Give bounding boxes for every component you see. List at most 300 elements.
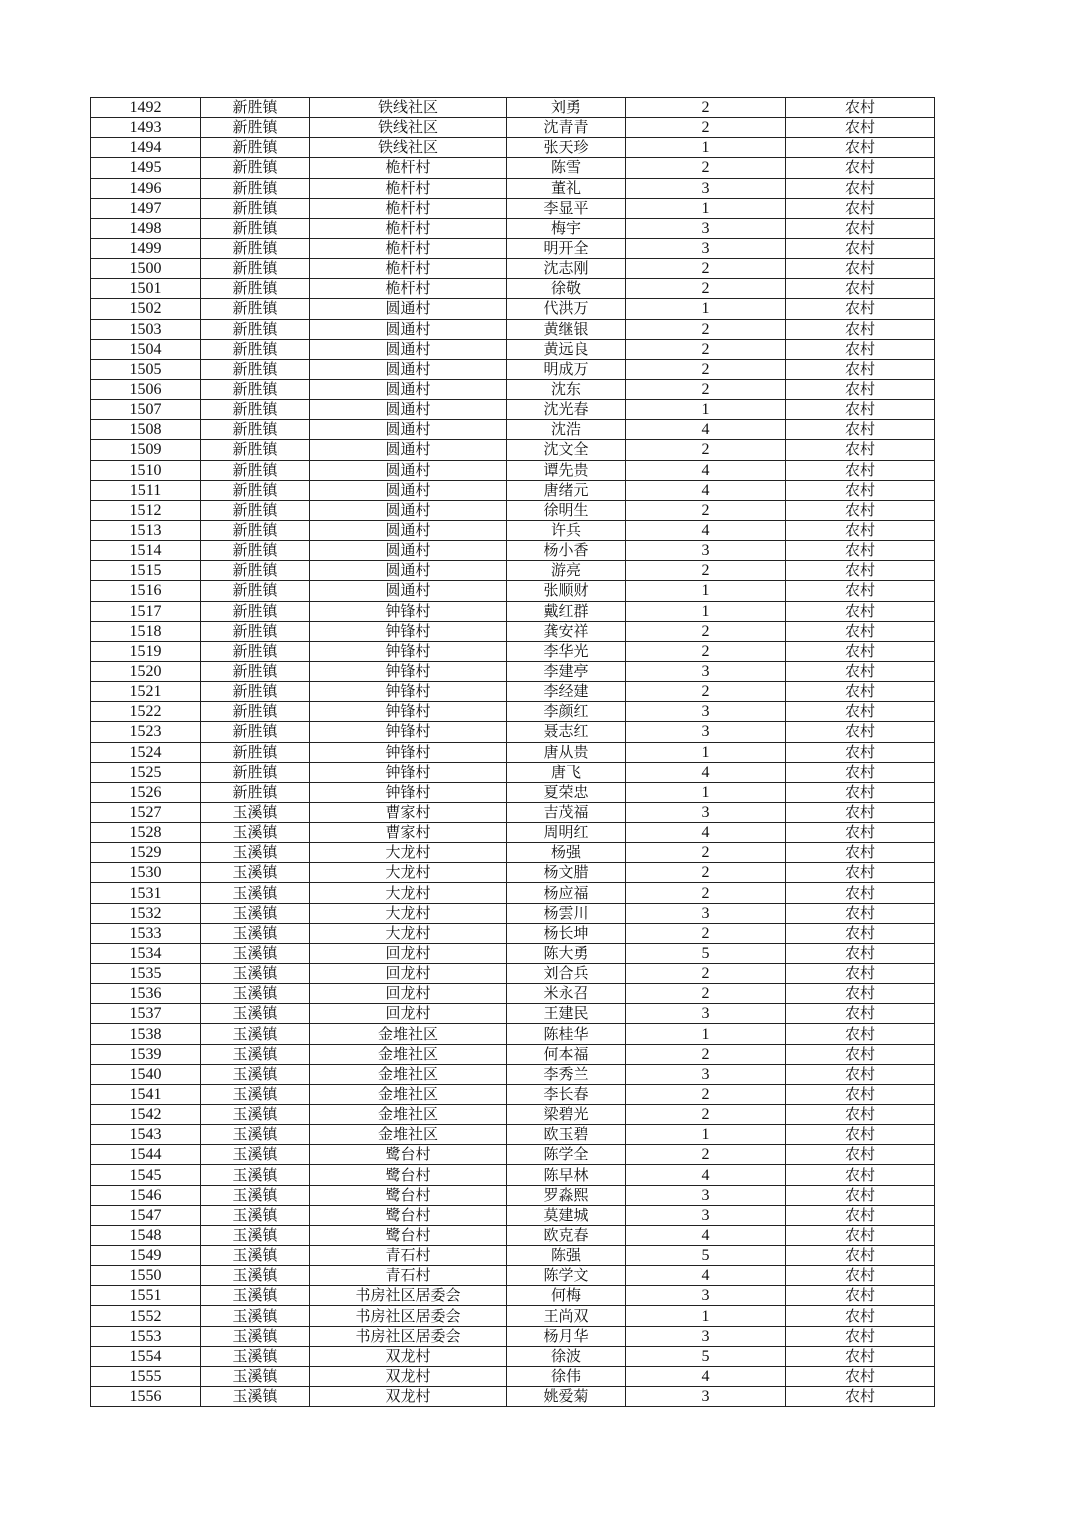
table-row <box>91 359 935 379</box>
row-index-cell: 1536 <box>91 984 201 1004</box>
name-cell: 李建亭 <box>507 661 626 681</box>
table-row <box>91 1105 935 1125</box>
household-size-cell: 3 <box>626 903 786 923</box>
area-type-cell: 农村 <box>786 178 935 198</box>
table-row <box>91 319 935 339</box>
name-cell: 游亮 <box>507 561 626 581</box>
table-row <box>91 802 935 822</box>
table-row <box>91 581 935 601</box>
town-cell: 新胜镇 <box>201 238 310 258</box>
town-cell: 新胜镇 <box>201 359 310 379</box>
row-index-cell: 1515 <box>91 561 201 581</box>
town-cell: 玉溪镇 <box>201 1145 310 1165</box>
village-cell: 鹭台村 <box>310 1145 507 1165</box>
area-type-cell: 农村 <box>786 138 935 158</box>
row-index-cell: 1493 <box>91 118 201 138</box>
area-type-cell: 农村 <box>786 259 935 279</box>
name-cell: 刘勇 <box>507 98 626 118</box>
town-cell: 玉溪镇 <box>201 1004 310 1024</box>
household-size-cell: 3 <box>626 1205 786 1225</box>
table-row <box>91 198 935 218</box>
town-cell: 玉溪镇 <box>201 1064 310 1084</box>
area-type-cell: 农村 <box>786 762 935 782</box>
village-cell: 桅杆村 <box>310 238 507 258</box>
village-cell: 金堆社区 <box>310 1064 507 1084</box>
row-index-cell: 1528 <box>91 823 201 843</box>
household-size-cell: 4 <box>626 1366 786 1386</box>
row-index-cell: 1504 <box>91 339 201 359</box>
name-cell: 梁碧光 <box>507 1105 626 1125</box>
name-cell: 陈大勇 <box>507 943 626 963</box>
name-cell: 姚爱菊 <box>507 1387 626 1407</box>
household-size-cell: 2 <box>626 500 786 520</box>
household-size-cell: 2 <box>626 98 786 118</box>
table-row <box>91 923 935 943</box>
household-size-cell: 2 <box>626 279 786 299</box>
row-index-cell: 1556 <box>91 1387 201 1407</box>
household-size-cell: 2 <box>626 1044 786 1064</box>
row-index-cell: 1521 <box>91 682 201 702</box>
town-cell: 玉溪镇 <box>201 843 310 863</box>
row-index-cell: 1514 <box>91 541 201 561</box>
row-index-cell: 1500 <box>91 259 201 279</box>
row-index-cell: 1545 <box>91 1165 201 1185</box>
name-cell: 杨强 <box>507 843 626 863</box>
village-cell: 双龙村 <box>310 1346 507 1366</box>
name-cell: 明开全 <box>507 238 626 258</box>
household-size-cell: 2 <box>626 118 786 138</box>
table-row <box>91 903 935 923</box>
household-size-cell: 2 <box>626 863 786 883</box>
area-type-cell: 农村 <box>786 702 935 722</box>
row-index-cell: 1529 <box>91 843 201 863</box>
household-size-cell: 2 <box>626 319 786 339</box>
area-type-cell: 农村 <box>786 520 935 540</box>
row-index-cell: 1507 <box>91 400 201 420</box>
household-size-cell: 2 <box>626 964 786 984</box>
table-row <box>91 279 935 299</box>
row-index-cell: 1510 <box>91 460 201 480</box>
village-cell: 圆通村 <box>310 339 507 359</box>
household-size-cell: 5 <box>626 1346 786 1366</box>
table-row <box>91 1266 935 1286</box>
name-cell: 明成万 <box>507 359 626 379</box>
town-cell: 新胜镇 <box>201 138 310 158</box>
household-size-cell: 2 <box>626 984 786 1004</box>
area-type-cell: 农村 <box>786 1286 935 1306</box>
town-cell: 玉溪镇 <box>201 1266 310 1286</box>
area-type-cell: 农村 <box>786 1306 935 1326</box>
household-size-cell: 3 <box>626 1387 786 1407</box>
name-cell: 米永召 <box>507 984 626 1004</box>
table-row <box>91 1306 935 1326</box>
table-row <box>91 641 935 661</box>
household-size-cell: 4 <box>626 520 786 540</box>
town-cell: 新胜镇 <box>201 641 310 661</box>
area-type-cell: 农村 <box>786 1024 935 1044</box>
town-cell: 玉溪镇 <box>201 964 310 984</box>
town-cell: 玉溪镇 <box>201 1044 310 1064</box>
household-size-cell: 2 <box>626 641 786 661</box>
village-cell: 回龙村 <box>310 984 507 1004</box>
village-cell: 回龙村 <box>310 964 507 984</box>
village-cell: 圆通村 <box>310 460 507 480</box>
village-cell: 大龙村 <box>310 903 507 923</box>
roster-table-body <box>91 98 935 1407</box>
village-cell: 金堆社区 <box>310 1084 507 1104</box>
village-cell: 大龙村 <box>310 923 507 943</box>
row-index-cell: 1508 <box>91 420 201 440</box>
town-cell: 新胜镇 <box>201 158 310 178</box>
area-type-cell: 农村 <box>786 1346 935 1366</box>
row-index-cell: 1520 <box>91 661 201 681</box>
town-cell: 新胜镇 <box>201 440 310 460</box>
town-cell: 玉溪镇 <box>201 1225 310 1245</box>
name-cell: 陈桂华 <box>507 1024 626 1044</box>
town-cell: 新胜镇 <box>201 98 310 118</box>
village-cell: 钟锋村 <box>310 661 507 681</box>
name-cell: 吉茂福 <box>507 802 626 822</box>
household-size-cell: 1 <box>626 742 786 762</box>
area-type-cell: 农村 <box>786 118 935 138</box>
household-size-cell: 2 <box>626 379 786 399</box>
town-cell: 玉溪镇 <box>201 1084 310 1104</box>
village-cell: 回龙村 <box>310 1004 507 1024</box>
household-size-cell: 4 <box>626 460 786 480</box>
row-index-cell: 1499 <box>91 238 201 258</box>
village-cell: 桅杆村 <box>310 259 507 279</box>
area-type-cell: 农村 <box>786 581 935 601</box>
town-cell: 新胜镇 <box>201 299 310 319</box>
area-type-cell: 农村 <box>786 561 935 581</box>
area-type-cell: 农村 <box>786 218 935 238</box>
village-cell: 钟锋村 <box>310 762 507 782</box>
row-index-cell: 1552 <box>91 1306 201 1326</box>
town-cell: 新胜镇 <box>201 480 310 500</box>
table-row <box>91 1145 935 1165</box>
table-row <box>91 118 935 138</box>
row-index-cell: 1553 <box>91 1326 201 1346</box>
area-type-cell: 农村 <box>786 1205 935 1225</box>
table-row <box>91 1225 935 1245</box>
town-cell: 新胜镇 <box>201 420 310 440</box>
household-size-cell: 1 <box>626 198 786 218</box>
name-cell: 李颜红 <box>507 702 626 722</box>
table-row <box>91 1064 935 1084</box>
row-index-cell: 1531 <box>91 883 201 903</box>
row-index-cell: 1497 <box>91 198 201 218</box>
town-cell: 新胜镇 <box>201 561 310 581</box>
row-index-cell: 1494 <box>91 138 201 158</box>
name-cell: 唐绪元 <box>507 480 626 500</box>
table-row <box>91 1387 935 1407</box>
area-type-cell: 农村 <box>786 1125 935 1145</box>
village-cell: 铁线社区 <box>310 98 507 118</box>
household-size-cell: 2 <box>626 682 786 702</box>
town-cell: 玉溪镇 <box>201 883 310 903</box>
row-index-cell: 1524 <box>91 742 201 762</box>
row-index-cell: 1551 <box>91 1286 201 1306</box>
row-index-cell: 1527 <box>91 802 201 822</box>
area-type-cell: 农村 <box>786 420 935 440</box>
table-row <box>91 138 935 158</box>
name-cell: 杨月华 <box>507 1326 626 1346</box>
name-cell: 欧克春 <box>507 1225 626 1245</box>
town-cell: 玉溪镇 <box>201 923 310 943</box>
table-row <box>91 762 935 782</box>
name-cell: 罗淼熙 <box>507 1185 626 1205</box>
name-cell: 李秀兰 <box>507 1064 626 1084</box>
village-cell: 金堆社区 <box>310 1105 507 1125</box>
town-cell: 新胜镇 <box>201 581 310 601</box>
household-size-cell: 3 <box>626 218 786 238</box>
row-index-cell: 1523 <box>91 722 201 742</box>
table-row <box>91 722 935 742</box>
table-row <box>91 440 935 460</box>
town-cell: 新胜镇 <box>201 682 310 702</box>
village-cell: 钟锋村 <box>310 722 507 742</box>
area-type-cell: 农村 <box>786 279 935 299</box>
area-type-cell: 农村 <box>786 641 935 661</box>
row-index-cell: 1537 <box>91 1004 201 1024</box>
row-index-cell: 1535 <box>91 964 201 984</box>
village-cell: 大龙村 <box>310 883 507 903</box>
village-cell: 钟锋村 <box>310 782 507 802</box>
table-row <box>91 702 935 722</box>
table-row <box>91 541 935 561</box>
table-row <box>91 379 935 399</box>
town-cell: 新胜镇 <box>201 702 310 722</box>
row-index-cell: 1554 <box>91 1346 201 1366</box>
village-cell: 铁线社区 <box>310 118 507 138</box>
area-type-cell: 农村 <box>786 923 935 943</box>
household-size-cell: 4 <box>626 1266 786 1286</box>
town-cell: 新胜镇 <box>201 339 310 359</box>
name-cell: 徐明生 <box>507 500 626 520</box>
area-type-cell: 农村 <box>786 359 935 379</box>
area-type-cell: 农村 <box>786 661 935 681</box>
village-cell: 圆通村 <box>310 561 507 581</box>
row-index-cell: 1495 <box>91 158 201 178</box>
area-type-cell: 农村 <box>786 601 935 621</box>
town-cell: 玉溪镇 <box>201 1346 310 1366</box>
town-cell: 玉溪镇 <box>201 1165 310 1185</box>
area-type-cell: 农村 <box>786 1004 935 1024</box>
row-index-cell: 1511 <box>91 480 201 500</box>
row-index-cell: 1518 <box>91 621 201 641</box>
table-row <box>91 1044 935 1064</box>
table-row <box>91 742 935 762</box>
row-index-cell: 1539 <box>91 1044 201 1064</box>
area-type-cell: 农村 <box>786 460 935 480</box>
area-type-cell: 农村 <box>786 319 935 339</box>
village-cell: 书房社区居委会 <box>310 1286 507 1306</box>
town-cell: 玉溪镇 <box>201 1366 310 1386</box>
area-type-cell: 农村 <box>786 903 935 923</box>
household-size-cell: 3 <box>626 238 786 258</box>
town-cell: 玉溪镇 <box>201 1387 310 1407</box>
name-cell: 莫建城 <box>507 1205 626 1225</box>
name-cell: 李长春 <box>507 1084 626 1104</box>
area-type-cell: 农村 <box>786 964 935 984</box>
table-row <box>91 1024 935 1044</box>
area-type-cell: 农村 <box>786 802 935 822</box>
roster-table <box>90 97 935 1407</box>
village-cell: 桅杆村 <box>310 218 507 238</box>
row-index-cell: 1549 <box>91 1246 201 1266</box>
name-cell: 沈志刚 <box>507 259 626 279</box>
area-type-cell: 农村 <box>786 500 935 520</box>
household-size-cell: 1 <box>626 1024 786 1044</box>
name-cell: 陈强 <box>507 1246 626 1266</box>
name-cell: 梅宇 <box>507 218 626 238</box>
household-size-cell: 2 <box>626 843 786 863</box>
name-cell: 何梅 <box>507 1286 626 1306</box>
area-type-cell: 农村 <box>786 1266 935 1286</box>
table-row <box>91 98 935 118</box>
village-cell: 桅杆村 <box>310 158 507 178</box>
town-cell: 玉溪镇 <box>201 802 310 822</box>
area-type-cell: 农村 <box>786 198 935 218</box>
village-cell: 曹家村 <box>310 823 507 843</box>
row-index-cell: 1512 <box>91 500 201 520</box>
village-cell: 圆通村 <box>310 319 507 339</box>
table-row <box>91 259 935 279</box>
table-row <box>91 1286 935 1306</box>
village-cell: 钟锋村 <box>310 742 507 762</box>
table-row <box>91 1084 935 1104</box>
name-cell: 刘合兵 <box>507 964 626 984</box>
area-type-cell: 农村 <box>786 1387 935 1407</box>
area-type-cell: 农村 <box>786 1105 935 1125</box>
household-size-cell: 3 <box>626 802 786 822</box>
table-row <box>91 984 935 1004</box>
village-cell: 鹭台村 <box>310 1185 507 1205</box>
household-size-cell: 4 <box>626 1165 786 1185</box>
table-row <box>91 1125 935 1145</box>
village-cell: 铁线社区 <box>310 138 507 158</box>
town-cell: 玉溪镇 <box>201 1105 310 1125</box>
name-cell: 杨长坤 <box>507 923 626 943</box>
row-index-cell: 1538 <box>91 1024 201 1044</box>
area-type-cell: 农村 <box>786 1084 935 1104</box>
town-cell: 新胜镇 <box>201 218 310 238</box>
row-index-cell: 1522 <box>91 702 201 722</box>
household-size-cell: 4 <box>626 823 786 843</box>
row-index-cell: 1530 <box>91 863 201 883</box>
name-cell: 沈光春 <box>507 400 626 420</box>
name-cell: 夏荣忠 <box>507 782 626 802</box>
town-cell: 新胜镇 <box>201 722 310 742</box>
town-cell: 新胜镇 <box>201 621 310 641</box>
name-cell: 陈学文 <box>507 1266 626 1286</box>
household-size-cell: 1 <box>626 1306 786 1326</box>
household-size-cell: 2 <box>626 1084 786 1104</box>
table-row <box>91 1004 935 1024</box>
name-cell: 李华光 <box>507 641 626 661</box>
area-type-cell: 农村 <box>786 682 935 702</box>
village-cell: 金堆社区 <box>310 1024 507 1044</box>
table-row <box>91 883 935 903</box>
table-row <box>91 218 935 238</box>
table-row <box>91 420 935 440</box>
row-index-cell: 1517 <box>91 601 201 621</box>
household-size-cell: 4 <box>626 480 786 500</box>
table-row <box>91 1326 935 1346</box>
table-row <box>91 561 935 581</box>
name-cell: 董礼 <box>507 178 626 198</box>
town-cell: 玉溪镇 <box>201 1326 310 1346</box>
area-type-cell: 农村 <box>786 158 935 178</box>
town-cell: 新胜镇 <box>201 661 310 681</box>
town-cell: 玉溪镇 <box>201 1125 310 1145</box>
row-index-cell: 1555 <box>91 1366 201 1386</box>
name-cell: 徐伟 <box>507 1366 626 1386</box>
table-row <box>91 500 935 520</box>
name-cell: 陈学全 <box>507 1145 626 1165</box>
table-row <box>91 621 935 641</box>
row-index-cell: 1533 <box>91 923 201 943</box>
household-size-cell: 2 <box>626 883 786 903</box>
area-type-cell: 农村 <box>786 863 935 883</box>
area-type-cell: 农村 <box>786 299 935 319</box>
town-cell: 玉溪镇 <box>201 1185 310 1205</box>
area-type-cell: 农村 <box>786 1165 935 1185</box>
household-size-cell: 3 <box>626 1185 786 1205</box>
town-cell: 新胜镇 <box>201 782 310 802</box>
household-size-cell: 2 <box>626 923 786 943</box>
row-index-cell: 1532 <box>91 903 201 923</box>
town-cell: 玉溪镇 <box>201 903 310 923</box>
village-cell: 桅杆村 <box>310 198 507 218</box>
household-size-cell: 2 <box>626 621 786 641</box>
table-row <box>91 601 935 621</box>
household-size-cell: 2 <box>626 561 786 581</box>
village-cell: 钟锋村 <box>310 641 507 661</box>
village-cell: 圆通村 <box>310 500 507 520</box>
name-cell: 沈东 <box>507 379 626 399</box>
village-cell: 钟锋村 <box>310 702 507 722</box>
area-type-cell: 农村 <box>786 984 935 1004</box>
row-index-cell: 1501 <box>91 279 201 299</box>
row-index-cell: 1503 <box>91 319 201 339</box>
name-cell: 何本福 <box>507 1044 626 1064</box>
row-index-cell: 1509 <box>91 440 201 460</box>
name-cell: 戴红群 <box>507 601 626 621</box>
row-index-cell: 1547 <box>91 1205 201 1225</box>
area-type-cell: 农村 <box>786 339 935 359</box>
household-size-cell: 1 <box>626 400 786 420</box>
table-row <box>91 943 935 963</box>
town-cell: 新胜镇 <box>201 319 310 339</box>
household-size-cell: 5 <box>626 1246 786 1266</box>
town-cell: 玉溪镇 <box>201 1024 310 1044</box>
village-cell: 圆通村 <box>310 440 507 460</box>
name-cell: 欧玉碧 <box>507 1125 626 1145</box>
village-cell: 圆通村 <box>310 541 507 561</box>
village-cell: 双龙村 <box>310 1366 507 1386</box>
row-index-cell: 1534 <box>91 943 201 963</box>
table-row <box>91 661 935 681</box>
row-index-cell: 1541 <box>91 1084 201 1104</box>
area-type-cell: 农村 <box>786 1326 935 1346</box>
town-cell: 新胜镇 <box>201 198 310 218</box>
row-index-cell: 1513 <box>91 520 201 540</box>
name-cell: 许兵 <box>507 520 626 540</box>
area-type-cell: 农村 <box>786 1225 935 1245</box>
town-cell: 新胜镇 <box>201 279 310 299</box>
row-index-cell: 1540 <box>91 1064 201 1084</box>
